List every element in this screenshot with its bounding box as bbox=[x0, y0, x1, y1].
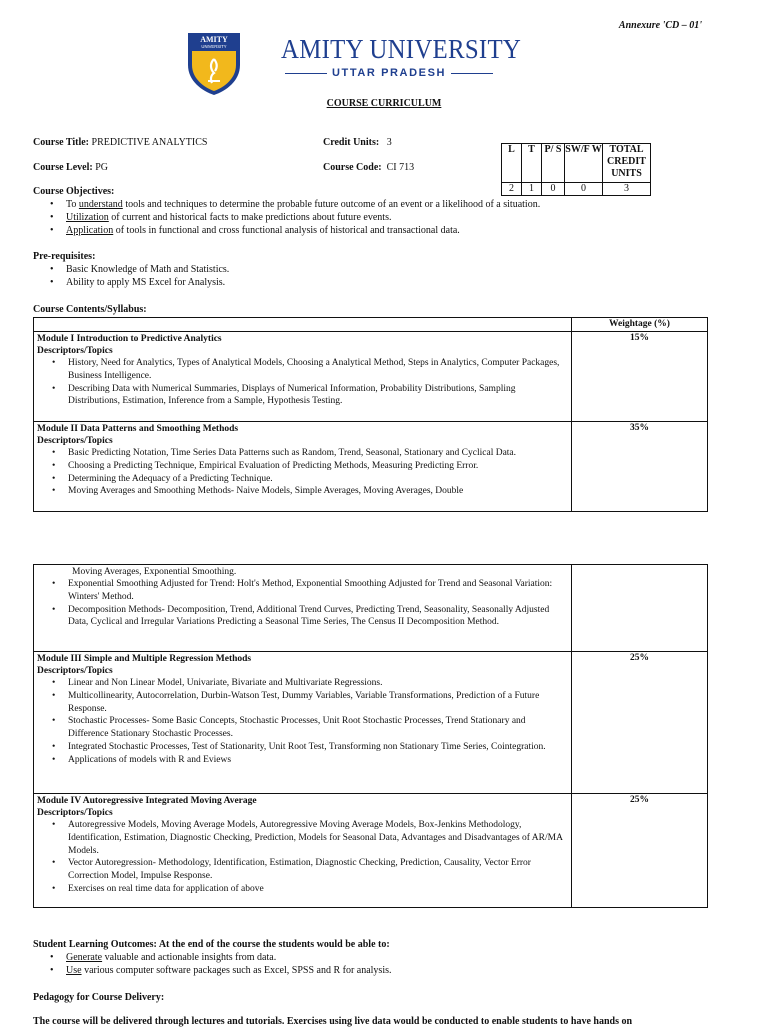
module-title: Module I Introduction to Predictive Analytics bbox=[37, 334, 222, 344]
topic-item: • Moving Averages and Smoothing Methods- Naive Models, Simple Averages, Moving Averages, Double bbox=[52, 485, 568, 498]
outcome-item: • Use various computer software packages such as Excel, SPSS and R for analysis. bbox=[50, 965, 690, 978]
objective-item: • Application of tools in functional and cross functional analysis of historical and transactional data. bbox=[50, 225, 700, 238]
syllabus-header-blank bbox=[34, 318, 572, 332]
topic-item: • Linear and Non Linear Model, Univariate, Bivariate and Multivariate Regressions. bbox=[52, 677, 568, 690]
descriptors-label: Descriptors/Topics bbox=[37, 808, 113, 818]
course-level-label: Course Level: bbox=[33, 162, 93, 173]
topics-list bbox=[52, 677, 568, 767]
outcomes-heading: Student Learning Outcomes: At the end of the course the students would be able to: bbox=[33, 939, 390, 950]
topic-item: • Stochastic Processes- Some Basic Concepts, Stochastic Processes, Unit Root Stochastic Processes, Trend Stationary and Difference Stationary Stochastic Processes. bbox=[52, 715, 568, 741]
topics-list bbox=[52, 357, 568, 408]
annexure-label: Annexure 'CD – 01' bbox=[618, 20, 702, 31]
credit-units-line bbox=[323, 137, 392, 148]
region-text: UTTAR PRADESH bbox=[331, 67, 447, 79]
region-rule-left bbox=[285, 73, 327, 74]
credit-value-l: 2 bbox=[502, 183, 522, 196]
module-weight: 25% bbox=[572, 794, 708, 908]
topic-item: • Vector Autoregression- Methodology, Identification, Estimation, Diagnostic Checking, Prediction, Causality, Vector Error Correction Model, Impulse Response. bbox=[52, 857, 568, 883]
university-region bbox=[285, 67, 493, 79]
topic-item: • Choosing a Predicting Technique, Empirical Evaluation of Predicting Methods, Measuring Predicting Error. bbox=[52, 460, 568, 473]
pedagogy-heading: Pedagogy for Course Delivery: bbox=[33, 992, 165, 1003]
module-title: Module III Simple and Multiple Regression Methods bbox=[37, 654, 252, 664]
outcome-item: • Generate valuable and actionable insights from data. bbox=[50, 952, 690, 965]
topic-item: • Exponential Smoothing Adjusted for Trend: Holt's Method, Exponential Smoothing Adjusted for Trend and Seasonal Variation: Winters' Method. bbox=[52, 578, 568, 604]
course-title-line bbox=[33, 137, 207, 148]
topics-list bbox=[52, 447, 568, 498]
topic-item: • Integrated Stochastic Processes, Test of Stationarity, Unit Root Test, Transforming non Stationary Time Series, Cointegration. bbox=[52, 741, 568, 754]
credit-value-ps: 0 bbox=[542, 183, 565, 196]
credit-header-swfw: SW/F W bbox=[565, 144, 603, 183]
prerequisites-list bbox=[50, 264, 650, 290]
descriptors-label: Descriptors/Topics bbox=[37, 666, 113, 676]
credit-units-label: Credit Units: bbox=[323, 137, 380, 148]
topic-item: • Autoregressive Models, Moving Average Models, Autoregressive Moving Average Models, Box-Jenkins Methodology, Identification, Estimation, Diagnostic Checking, Prediction, Models for Seasonal Data, Advantages and Disadvantages of AR/MA Models. bbox=[52, 819, 568, 857]
pedagogy-text: The course will be delivered through lectures and tutorials. Exercises using live data would be conducted to enable students to have hands on bbox=[33, 1016, 633, 1027]
syllabus-table-part2 bbox=[33, 564, 708, 908]
descriptors-label: Descriptors/Topics bbox=[37, 436, 113, 446]
topic-item: • Applications of models with R and Eviews bbox=[52, 754, 568, 767]
module-row bbox=[34, 422, 708, 512]
topic-item: • Decomposition Methods- Decomposition, Trend, Additional Trend Curves, Predicting Trend, Seasonality, Seasonally Adjusted Data, Cyclical and Irregular Variations Predicting a Seasonal Time Series, The Census II Decomposition Method. bbox=[52, 604, 568, 630]
credit-value-row bbox=[502, 183, 651, 196]
module-weight: 35% bbox=[572, 422, 708, 512]
credit-units-value: 3 bbox=[386, 137, 392, 148]
module-row bbox=[34, 794, 708, 908]
course-title-value: PREDICTIVE ANALYTICS bbox=[91, 137, 208, 148]
syllabus-heading: Course Contents/Syllabus: bbox=[33, 304, 147, 315]
credit-header-row bbox=[502, 144, 651, 183]
credit-value-t: 1 bbox=[522, 183, 542, 196]
syllabus-header-row bbox=[34, 318, 708, 332]
course-code-value: CI 713 bbox=[386, 162, 415, 173]
prerequisites-heading: Pre-requisites: bbox=[33, 251, 96, 262]
university-logo bbox=[186, 31, 242, 97]
module-cell bbox=[34, 332, 572, 422]
module-weight: 25% bbox=[572, 652, 708, 794]
prerequisite-item: • Basic Knowledge of Math and Statistics. bbox=[50, 264, 650, 277]
document-title: COURSE CURRICULUM bbox=[326, 98, 442, 109]
credit-header-total: TOTAL CREDIT UNITS bbox=[603, 144, 651, 183]
module-weight: 15% bbox=[572, 332, 708, 422]
region-rule-right bbox=[451, 73, 493, 74]
module-cell bbox=[34, 422, 572, 512]
topic-item: • Exercises on real time data for application of above bbox=[52, 883, 568, 896]
credit-header-ps: P/ S bbox=[542, 144, 565, 183]
objectives-heading: Course Objectives: bbox=[33, 186, 115, 197]
objective-item: • Utilization of current and historical facts to make predictions about future events. bbox=[50, 212, 700, 225]
topics-list bbox=[52, 578, 568, 629]
topics-list bbox=[52, 819, 568, 896]
svg-text:AMITY: AMITY bbox=[200, 35, 228, 44]
credit-header-l: L bbox=[502, 144, 522, 183]
course-title-label: Course Title: bbox=[33, 137, 90, 148]
course-code-label: Course Code: bbox=[323, 162, 382, 173]
course-level-line bbox=[33, 162, 108, 173]
module-cell bbox=[34, 652, 572, 794]
prerequisite-item: • Ability to apply MS Excel for Analysis. bbox=[50, 277, 650, 290]
topic-item: • Describing Data with Numerical Summaries, Displays of Numerical Information, Probability Distributions, Sampling Distributions, Estimation, Inference from a Sample, Hypothesis Testing. bbox=[52, 383, 568, 409]
svg-text:UNIVERSITY: UNIVERSITY bbox=[201, 44, 227, 49]
objectives-list bbox=[50, 199, 700, 237]
module-title: Module IV Autoregressive Integrated Moving Average bbox=[37, 796, 257, 806]
module-cell bbox=[34, 794, 572, 908]
credit-header-t: T bbox=[522, 144, 542, 183]
weightage-header: Weightage (%) bbox=[572, 318, 708, 332]
continuation-row bbox=[34, 565, 708, 652]
university-name: AMITY UNIVERSITY bbox=[281, 34, 522, 64]
course-code-line bbox=[323, 162, 414, 173]
continuation-cell bbox=[34, 565, 572, 652]
outcomes-list bbox=[50, 952, 690, 978]
objective-item: • To understand tools and techniques to determine the probable future outcome of an event or a likelihood of a situation. bbox=[50, 199, 700, 212]
credit-value-total: 3 bbox=[603, 183, 651, 196]
module-title: Module II Data Patterns and Smoothing Methods bbox=[37, 424, 239, 434]
credit-distribution-table bbox=[501, 143, 651, 196]
credit-value-swfw: 0 bbox=[565, 183, 603, 196]
syllabus-table-part1 bbox=[33, 317, 708, 512]
course-level-value: PG bbox=[95, 162, 109, 173]
module-row bbox=[34, 652, 708, 794]
descriptors-label: Descriptors/Topics bbox=[37, 346, 113, 356]
continuation-weight bbox=[572, 565, 708, 652]
topic-item: • History, Need for Analytics, Types of Analytical Models, Choosing a Analytical Method, Steps in Analytics, Computer Packages, Business Intelligence. bbox=[52, 357, 568, 383]
module-row bbox=[34, 332, 708, 422]
topic-item: • Basic Predicting Notation, Time Series Data Patterns such as Random, Trend, Seasonal, Stationary and Cyclical Data. bbox=[52, 447, 568, 460]
continuation-line: Moving Averages, Exponential Smoothing. bbox=[72, 567, 237, 577]
topic-item: • Determining the Adequacy of a Predicting Technique. bbox=[52, 473, 568, 486]
topic-item: • Multicollinearity, Autocorrelation, Durbin-Watson Test, Dummy Variables, Variable Transformations, Prediction of a Future Response. bbox=[52, 690, 568, 716]
